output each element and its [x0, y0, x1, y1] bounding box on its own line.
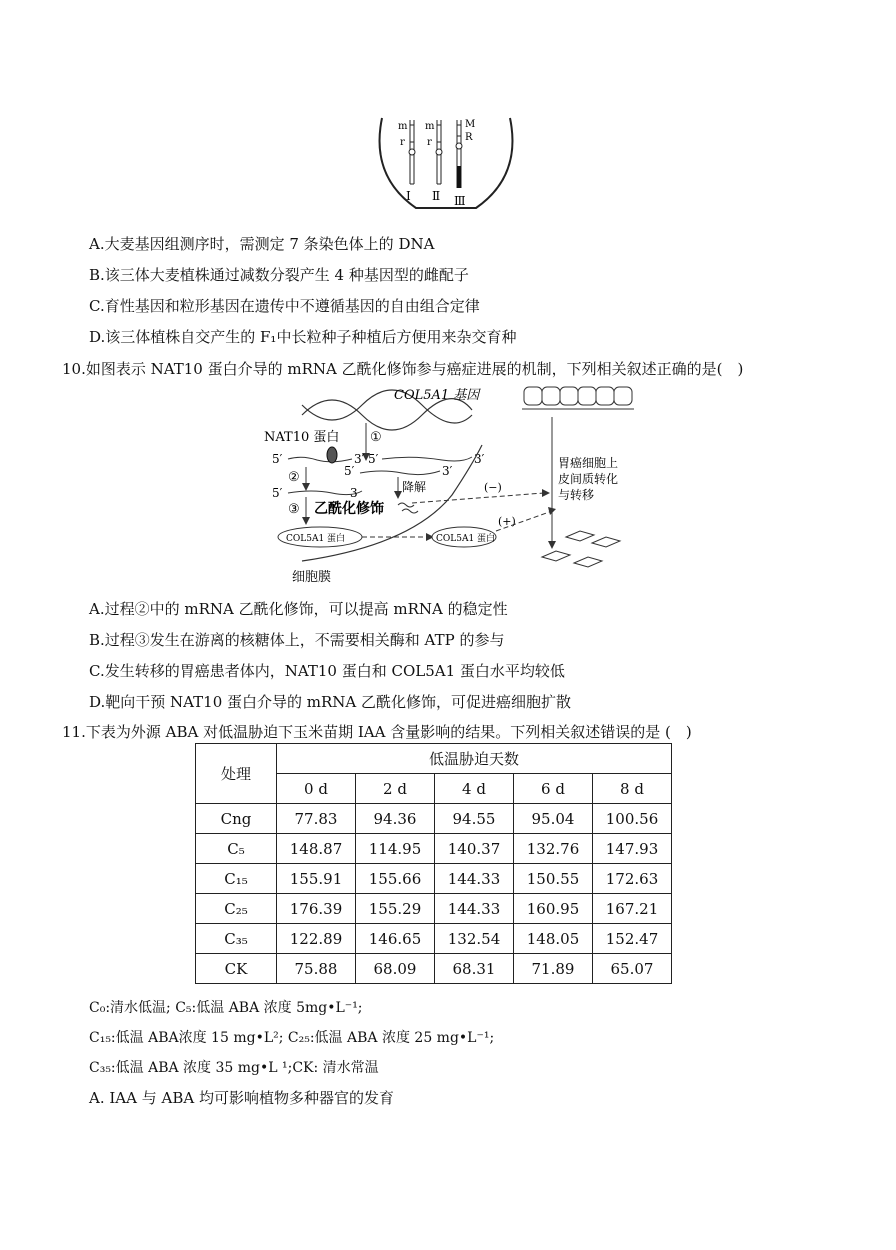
- emt-line-2: 皮间质转化: [558, 472, 619, 486]
- row-label: C₅: [196, 834, 277, 864]
- cell: 77.83: [277, 804, 356, 834]
- q11-note-1: C₀:清水低温; C₅:低温 ABA 浓度 5mg•L⁻¹;: [89, 1000, 363, 1016]
- q11-stem: 11.下表为外源 ABA 对低温胁迫下玉米苗期 IAA 含量影响的结果。下列相关叙述错误的是 ( ): [62, 723, 692, 741]
- plus-label: (+): [498, 515, 516, 528]
- day-col-2: 4 d: [435, 774, 514, 804]
- cell: 71.89: [514, 954, 593, 984]
- cell: 148.05: [514, 924, 593, 954]
- cell: 122.89: [277, 924, 356, 954]
- table-row: [196, 894, 672, 924]
- cell: 155.66: [356, 864, 435, 894]
- row-label: CK: [196, 954, 277, 984]
- cell: 65.07: [593, 954, 672, 984]
- chromosome-1-lower: r: [400, 137, 405, 148]
- day-col-4: 8 d: [593, 774, 672, 804]
- cell: 172.63: [593, 864, 672, 894]
- chromosome-2-lower: r: [427, 137, 432, 148]
- cell: 144.33: [435, 864, 514, 894]
- q9-option-c: C.育性基因和粒形基因在遗传中不遵循基因的自由组合定律: [89, 297, 480, 315]
- table-row: [196, 924, 672, 954]
- day-col-0: 0 d: [277, 774, 356, 804]
- five-prime-2: 5′: [368, 452, 379, 466]
- chromosome-3-upper: M: [465, 119, 476, 130]
- cell: 146.65: [356, 924, 435, 954]
- degrade-label: 降解: [402, 480, 427, 494]
- q9-option-a: A.大麦基因组测序时，需测定 7 条染色体上的 DNA: [89, 235, 435, 253]
- table-row: [196, 804, 672, 834]
- iaa-table: [195, 743, 672, 984]
- table-row: [196, 834, 672, 864]
- q11-note-3: C₃₅:低温 ABA 浓度 35 mg•L ¹;CK: 清水常温: [89, 1060, 379, 1076]
- cell: 176.39: [277, 894, 356, 924]
- chromosome-1: [398, 120, 415, 203]
- chromosome-1-roman: Ⅰ: [406, 189, 411, 203]
- chromosome-1-upper: m: [398, 121, 408, 132]
- cell: 147.93: [593, 834, 672, 864]
- cell: 167.21: [593, 894, 672, 924]
- chromosome-3-lower: R: [465, 132, 473, 143]
- nat10-label: NAT10 蛋白: [264, 430, 340, 445]
- q10-option-a: A.过程②中的 mRNA 乙酰化修饰，可以提高 mRNA 的稳定性: [89, 600, 508, 618]
- cell: 155.29: [356, 894, 435, 924]
- cell: 132.54: [435, 924, 514, 954]
- chromosome-figure: [376, 116, 516, 216]
- three-prime-2: 3′: [474, 452, 485, 466]
- cell: 132.76: [514, 834, 593, 864]
- membrane-label: 细胞膜: [292, 570, 332, 585]
- chromosome-2-upper: m: [425, 121, 435, 132]
- chromosome-3-roman: Ⅲ: [454, 194, 466, 208]
- three-prime-3: 3′: [442, 464, 453, 478]
- row-label: C₂₅: [196, 894, 277, 924]
- cell: 152.47: [593, 924, 672, 954]
- cell: 140.37: [435, 834, 514, 864]
- row-label: C₃₅: [196, 924, 277, 954]
- day-col-3: 6 d: [514, 774, 593, 804]
- five-prime-4: 5′: [272, 486, 283, 500]
- q10-option-c: C.发生转移的胃癌患者体内，NAT10 蛋白和 COL5A1 蛋白水平均较低: [89, 662, 565, 680]
- five-prime-3: 5′: [344, 464, 355, 478]
- mesenchymal-cells: [542, 531, 620, 567]
- day-col-1: 2 d: [356, 774, 435, 804]
- step1-label: ①: [370, 430, 382, 445]
- row-label: Cng: [196, 804, 277, 834]
- three-prime-4: 3: [350, 486, 358, 500]
- cell: 95.04: [514, 804, 593, 834]
- q10-option-b: B.过程③发生在游离的核糖体上，不需要相关酶和 ATP 的参与: [89, 631, 505, 649]
- step2-label: ②: [288, 470, 300, 485]
- cell: 68.09: [356, 954, 435, 984]
- q9-option-d: D.该三体植株自交产生的 F₁中长粒种子种植后方便用来杂交育种: [89, 328, 517, 346]
- cell: 114.95: [356, 834, 435, 864]
- table-row: [196, 954, 672, 984]
- chromosome-2: [425, 120, 442, 203]
- q11-option-a: A. IAA 与 ABA 均可影响植物多种器官的发育: [89, 1089, 394, 1107]
- emt-line-3: 与转移: [558, 488, 595, 502]
- acetyl-label: 乙酰化修饰: [314, 501, 384, 517]
- three-prime-1: 3′: [354, 452, 365, 466]
- minus-label: (−): [484, 481, 502, 494]
- table-row: [196, 864, 672, 894]
- emt-line-1: 胃癌细胞上: [558, 456, 619, 470]
- header-treat: 处理: [196, 744, 277, 804]
- cell: 68.31: [435, 954, 514, 984]
- cell: 150.55: [514, 864, 593, 894]
- cell: 75.88: [277, 954, 356, 984]
- gene-label: COL5A1 基因: [394, 388, 480, 403]
- header-days: 低温胁迫天数: [277, 744, 672, 774]
- q10-option-d: D.靶向干预 NAT10 蛋白介导的 mRNA 乙酰化修饰，可促进癌细胞扩散: [89, 693, 572, 711]
- cell: 148.87: [277, 834, 356, 864]
- epithelial-cells: [522, 387, 634, 409]
- step3-label: ③: [288, 502, 300, 517]
- cell: 100.56: [593, 804, 672, 834]
- cell: 94.55: [435, 804, 514, 834]
- q9-option-b: B.该三体大麦植株通过减数分裂产生 4 种基因型的雌配子: [89, 266, 469, 284]
- row-label: C₁₅: [196, 864, 277, 894]
- cell: 94.36: [356, 804, 435, 834]
- nat10-mechanism-figure: [262, 385, 662, 585]
- chromosome-2-roman: Ⅱ: [432, 189, 441, 203]
- chromosome-3: [454, 119, 475, 208]
- cell: 144.33: [435, 894, 514, 924]
- col5a1-protein-left: COL5A1 蛋白: [286, 534, 346, 544]
- col5a1-protein-right: COL5A1 蛋白: [436, 534, 496, 544]
- cell: 160.95: [514, 894, 593, 924]
- cell: 155.91: [277, 864, 356, 894]
- q11-note-2: C₁₅:低温 ABA浓度 15 mg•L²; C₂₅:低温 ABA 浓度 25 mg•L⁻¹;: [89, 1030, 495, 1046]
- five-prime-1: 5′: [272, 452, 283, 466]
- q10-stem: 10.如图表示 NAT10 蛋白介导的 mRNA 乙酰化修饰参与癌症进展的机制，下列相关叙述正确的是( ): [62, 360, 744, 378]
